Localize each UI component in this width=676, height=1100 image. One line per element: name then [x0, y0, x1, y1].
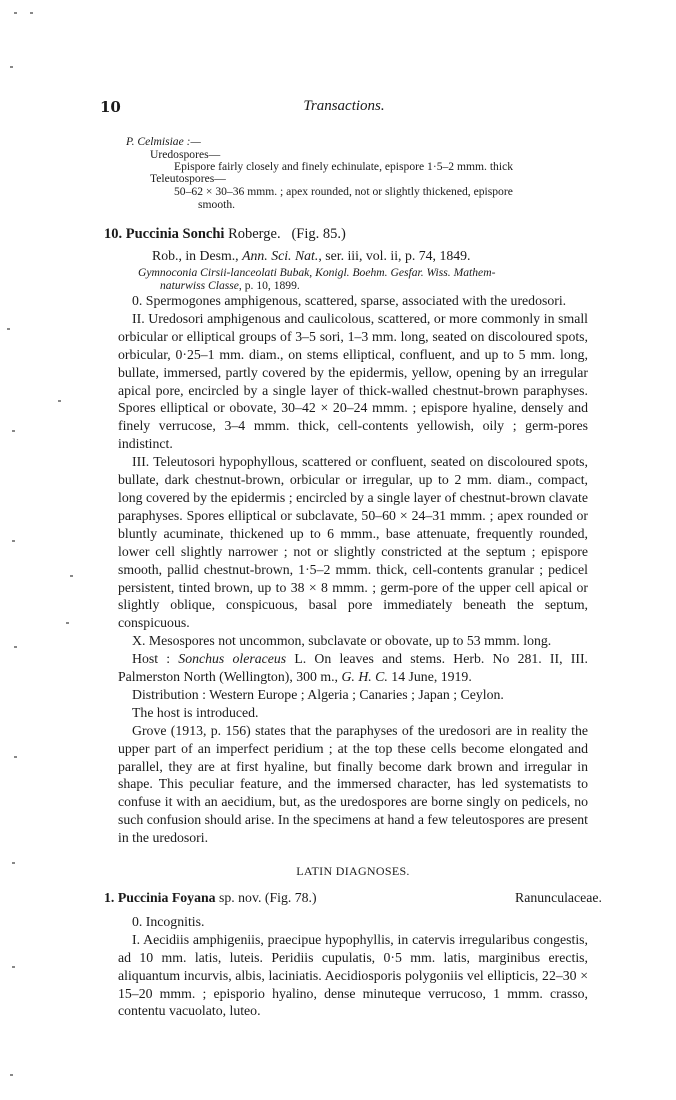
scan-speck: [12, 540, 15, 542]
scan-speck: [66, 622, 69, 624]
reference-author: Rob., in Desm.,: [152, 248, 243, 263]
host-label: Host :: [132, 651, 179, 667]
scan-speck: [30, 12, 33, 14]
host-collector: G. H. C.: [341, 669, 388, 685]
reference-journal: Ann. Sci. Nat.: [242, 248, 319, 263]
latin-diagnoses-heading: LATIN DIAGNOSES.: [296, 864, 410, 879]
species-heading-name: Puccinia Sonchi: [125, 226, 225, 242]
paragraph-spermogones: 0. Spermogones amphigenous, scattered, sparse, associated with the uredosori.: [132, 293, 567, 308]
paragraph-teleutosori: III. Teleutosori hypophyllous, scattered or confluent, seated on discoloured spots, bullate, dark chestnut-brown, orbicular or irregular, up to 2 mm. diam., compact, long covered by the epidermis ; encircled by a single layer of chestnut-brown clavate paraphyses. Spores elliptical or subclavate, 50–60 × 24–31 mmm. ; apex rounded or bluntly acuminate, thickened up to 6 mmm., base attenuate, frequently rounded, lower cell slightly narrower ; not or slightly constricted at the septum ; epispore smooth, pallid chestnut-brown, 1·5–2 mmm. thick, cell-contents granular ; pedicel persistent, tinted brown, up to 38 × 8 mmm. ; germ-pore of the upper cell apical or slightly oblique, conspicuous, basal pore immediately beneath the septum, conspicuous.: [118, 454, 588, 631]
celmisiae-uredo-label: Uredospores—: [150, 148, 221, 161]
species-heading-number: 10.: [104, 226, 123, 242]
page-number: 10: [100, 98, 121, 116]
synonym-details: , p. 10, 1899.: [238, 279, 300, 292]
scan-speck: [14, 756, 17, 758]
paragraph-distribution: Distribution : Western Europe ; Algeria ; Canaries ; Japan ; Ceylon.: [132, 686, 504, 702]
celmisiae-name: P. Celmisiae :—: [126, 135, 201, 148]
latin-entry-figure: sp. nov. (Fig. 78.): [215, 890, 317, 905]
scan-speck: [14, 646, 17, 648]
scan-speck: [14, 12, 17, 14]
species-heading: [104, 224, 346, 244]
host-species: Sonchus oleraceus: [178, 651, 287, 667]
scan-speck: [58, 400, 61, 402]
reference-details: , ser. iii, vol. ii, p. 74, 1849.: [318, 248, 471, 263]
species-heading-author: Roberge.: [228, 226, 281, 242]
scan-speck: [70, 575, 73, 577]
paragraph-introduced: The host is introduced.: [132, 704, 259, 720]
paragraph-mesospores: X. Mesospores not uncommon, subclavate or obovate, up to 53 mmm. long.: [132, 633, 552, 649]
scan-speck: [12, 430, 15, 432]
latin-entry-name: Puccinia Foyana: [117, 890, 216, 905]
latin-entry-number: 1.: [104, 890, 115, 905]
scan-speck: [7, 328, 10, 330]
paragraph-grove: Grove (1913, p. 156) states that the paraphyses of the uredosori are in reality the upper part of an imperfect peridium ; at the top these cells become elongated and parallel, they are at first hyaline, but finally become dark brown and irregular in shape. This peculiar feature, and the immersed character, has led systematists to confuse it with an aecidium, but, as the uredospores are borne singly on pedicels, no such confusion should arise. In the specimens at hand a few teleutospores are present in the uredosori.: [118, 722, 588, 846]
running-title: Transactions.: [303, 98, 385, 114]
species-heading-figure: (Fig. 85.): [291, 226, 346, 242]
scan-speck: [12, 966, 15, 968]
celmisiae-uredo-text: Epispore fairly closely and finely echinulate, epispore 1·5–2 mmm. thick: [174, 160, 514, 173]
latin-paragraph-I: I. Aecidiis amphigeniis, praecipue hypophyllis, in catervis irregularibus congestis, ad 10 mm. latis, luteis. Peridiis cupulatis, 0·5 mm. latis, marginibus erectis, aliquantum incurvis, albis, laciniatis. Aecidiosporis polygoniis vel ellipticis, 22–30 × 15–20 mmm. ; episporio hyalino, dense minuteque verrucoso, 1 mmm. crasso, contentu vacuolato, luteo.: [118, 931, 588, 1019]
scan-speck: [12, 862, 15, 864]
celmisiae-teleuto-text-1: 50–62 × 30–36 mmm. ; apex rounded, not or slightly thickened, epispore: [174, 185, 513, 198]
species-reference: [152, 246, 471, 266]
host-date: 14 June, 1919.: [387, 669, 472, 685]
celmisiae-teleuto-text-2: smooth.: [198, 198, 236, 211]
paragraph-uredosori: II. Uredosori amphigenous and caulicolous, scattered, or more commonly in small orbicular or elliptical groups of 3–5 sori, 1–3 mm. long, seated on discoloured spots, orbicular, 0·25–1 mm. diam., on stems elliptical, confluent, and up to 5 mm. long, bullate, immersed, partly covered by the epidermis, yellow, opening by an irregular apical pore, encircled by a single layer of thick-walled chestnut-brown paraphyses. Spores elliptical or obovate, 30–42 × 20–24 mmm. ; epispore hyaline, densely and finely verrucose, 3–4 mmm. thick, cell-contents yellowish, oily ; germ-pores indistinct.: [118, 310, 588, 452]
synonym-line-1: Gymnoconia Cirsii-lanceolati Bubak, Konigl. Boehm. Gesfar. Wiss. Mathem-: [138, 266, 496, 279]
latin-paragraph-0: 0. Incognitis.: [132, 913, 205, 929]
latin-entry-family: Ranunculaceae.: [515, 890, 602, 905]
running-head: [100, 98, 588, 118]
host-locality: L. On leaves and stems. Herb. No 281. II, III. Palmerston North (Wellington), 300 m.,: [118, 651, 588, 685]
scan-speck: [10, 1074, 13, 1076]
paragraph-host: [118, 650, 588, 686]
description-body: [104, 292, 602, 1020]
celmisiae-teleuto-label: Teleutospores—: [150, 172, 226, 185]
synonym-line-2: [160, 279, 300, 293]
latin-entry-heading: [104, 889, 602, 907]
scan-speck: [10, 66, 13, 68]
synonym-journal: naturwiss Classe: [160, 279, 239, 292]
